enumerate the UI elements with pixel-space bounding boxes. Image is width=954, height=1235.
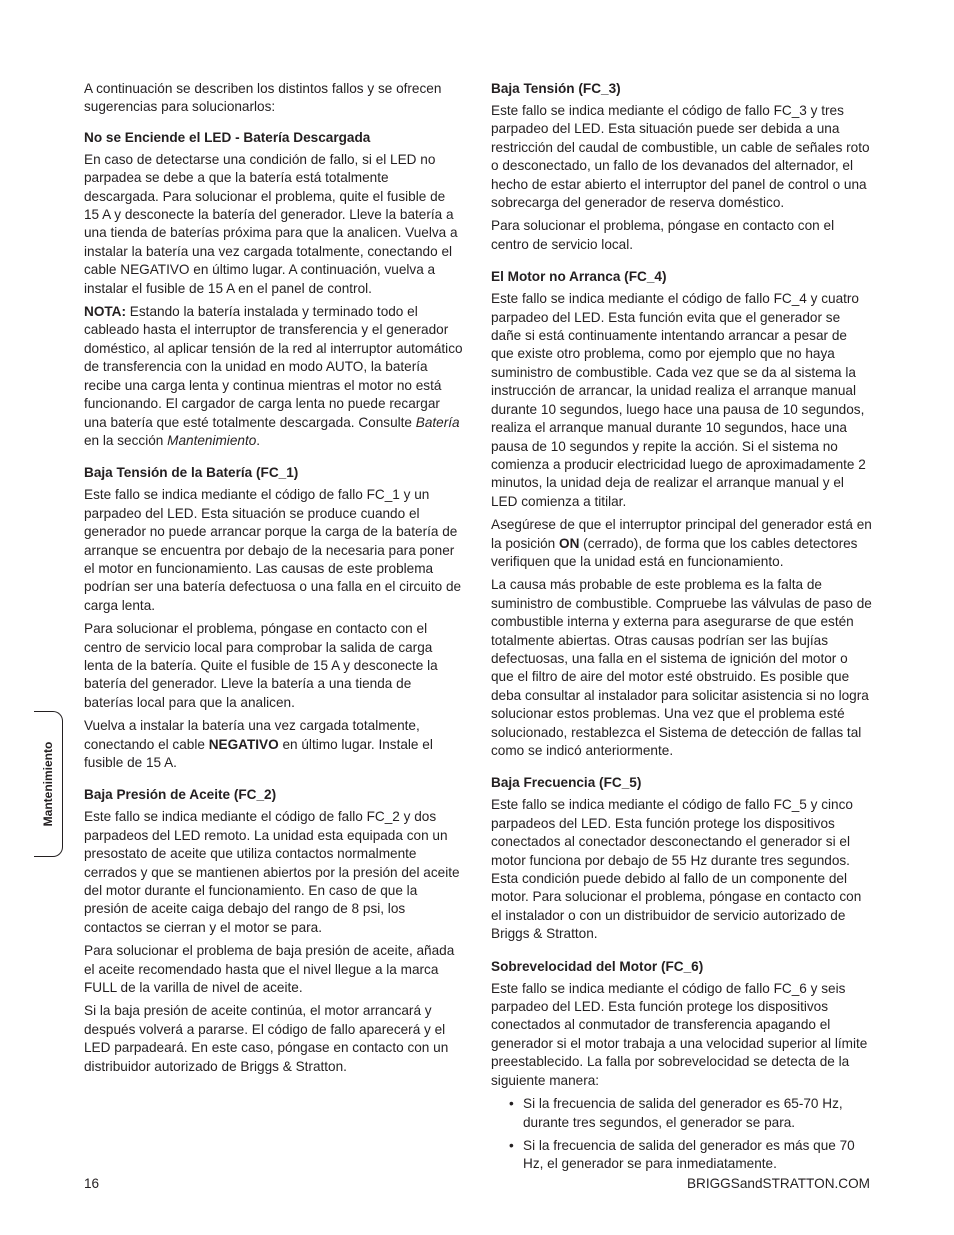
- section-side-tab: [34, 711, 63, 857]
- fc1-p3-bold: NEGATIVO: [208, 736, 279, 752]
- fc1-paragraph-1: Este fallo se indica mediante el código de fallo FC_1 y un parpadeo del LED. Esta situación se produce cuando el generador no puede arrancar porque la carga de la batería de arranque se encuentra por debajo de la necesaria para poner el motor en funcionamiento. Las causas de este problema podrían ser una batería defectuosa o una falla en el circuito de carga lenta.: [84, 487, 462, 613]
- bullet-text: Si la frecuencia de salida del generador es 65-70 Hz, durante tres segundos, el generador se para.: [523, 1096, 843, 1130]
- left-column: [84, 80, 464, 1081]
- list-item: [491, 1137, 873, 1174]
- intro-paragraph: A continuación se describen los distintos fallos y se ofrecen sugerencias para solucionarlos:: [84, 81, 442, 115]
- fc4-p2-end: (cerrado), de forma que los cables detectores verifiquen que la unidad está en funcionamiento.: [491, 535, 858, 569]
- fc2-paragraph-2: Para solucionar el problema de baja presión de aceite, añada el aceite recomendado hasta que el nivel llegue a la marca FULL de la varilla de nivel de aceite.: [84, 943, 455, 996]
- fc3-paragraph-1: Este fallo se indica mediante el código de fallo FC_3 y tres parpadeo del LED. Esta situación puede ser debida a una restricción del caudal de combustible, un cable de señales roto o desconectado, un fallo de los devanados del alternador, el hecho de estar abierto el interruptor del panel de control o una sobrecarga del generador de reserva doméstico.: [491, 103, 870, 211]
- note-text: Estando la batería instalada y terminado todo el cableado hasta el interruptor de transferencia y el generador doméstico, al aplicar tensión de la red al interruptor automático de transferencia con la unidad en modo AUTO, la batería recibe una carga lenta y continua mientras el motor no está funcionando. El cargador de carga lenta no puede recargar una batería que esté totalmente descargada. Consulte: [84, 304, 463, 430]
- fc5-paragraph-1: Este fallo se indica mediante el código de fallo FC_5 y cinco parpadeos del LED. Esta función protege los dispositivos conectados al conectador desconectando el generador si el motor funciona por debajo de 55 Hz durante tres segundos. Esta condición puede debido al fallo de un componente del motor. Para solucionar el problema, póngase en contacto con el instalador o con un distribuidor de servicio autorizado de Briggs & Stratton.: [491, 797, 862, 942]
- bullet-dot: •: [509, 1096, 514, 1112]
- fc6-paragraph-1: Este fallo se indica mediante el código de fallo FC_6 y seis parpadeo del LED. Esta función protege los dispositivos conectados al conmutador de transferencia apagando el generador si el motor trabaja a una velocidad superior al límite preestablecido. La falla por sobrevelocidad se detecta de la siguiente manera:: [491, 980, 868, 1088]
- section-heading-fc6: Sobrevelocidad del Motor (FC_6): [491, 958, 704, 974]
- fc2-paragraph-1: Este fallo se indica mediante el código de fallo FC_2 y dos parpadeos del LED remoto. La unidad esta equipada con un presostato de aceite que utiliza contactos normalmente cerrados y que se mantienen abiertos por la presión del aceite del motor durante el funcionamiento. En caso de que la presión de aceite caiga debajo del rango de 8 psi, los contactos se cierran y el motor se para.: [84, 809, 460, 935]
- section-heading-fc4: El Motor no Arranca (FC_4): [491, 269, 667, 285]
- fc1-p3-end: en último lugar. Instale el fusible de 15 A.: [84, 736, 433, 770]
- note-paragraph: [84, 303, 464, 450]
- fc2-paragraph-3: Si la baja presión de aceite continúa, el motor arrancará y después volverá a pararse. El código de fallo aparecerá y el LED parpadeará. En este caso, póngase en contacto con un distribuidor autorizado de Briggs & Stratton.: [84, 1003, 449, 1074]
- note-ref-mantenimiento: Mantenimiento: [167, 432, 257, 448]
- fc6-bullet-list: [491, 1095, 873, 1174]
- fc4-paragraph-2: [491, 516, 873, 571]
- bullet-text: Si la frecuencia de salida del generador es más que 70 Hz, el generador se para inmediatamente.: [523, 1137, 855, 1172]
- section-heading-fc5: Baja Frecuencia (FC_5): [491, 775, 642, 791]
- fc1-p3-start: Vuelva a instalar la batería una vez cargada totalmente, conectando el cable: [84, 718, 420, 752]
- led-paragraph: En caso de detectarse una condición de fallo, si el LED no parpadea se debe a que la batería está totalmente descargada. Para solucionar el problema, quite el fusible de 15 A y desconecte la batería del generador. Lleve la batería a una tienda de baterías próxima para que la analicen. Vuelva a instalar la batería una vez cargada totalmente, conectando el cable NEGATIVO en último lugar. A continuación, vuelva a instalar el fusible de 15 A en el panel de control.: [84, 151, 458, 296]
- fc1-paragraph-2: Para solucionar el problema, póngase en contacto con el centro de servicio local para comprobar la salida de carga lenta de la batería. Quite el fusible de 15 A y desconecte la batería del generador. Lleve la batería a una tienda de baterías local para que la analicen.: [84, 621, 438, 710]
- section-heading-fc2: Baja Presión de Aceite (FC_2): [84, 787, 277, 803]
- fc1-paragraph-3: [84, 717, 464, 772]
- note-ref-bateria: Batería: [415, 414, 460, 430]
- section-heading-led: No se Enciende el LED - Batería Descargada: [84, 129, 371, 145]
- fc3-paragraph-2: Para solucionar el problema, póngase en contacto con el centro de servicio local.: [491, 218, 835, 252]
- footer-website: BRIGGSandSTRATTON.COM: [686, 1176, 870, 1191]
- section-heading-fc3: Baja Tensión (FC_3): [491, 81, 621, 96]
- fc4-paragraph-1: Este fallo se indica mediante el código de fallo FC_4 y cuatro parpadeo del LED. Esta función evita que el generador se dañe si está continuamente intentando arrancar a pesar de que existe otro problema, como por ejemplo que no haya suministro de combustible. Cada vez que se da al sistema la instrucción de arrancar, la unidad realiza el arranque manual durante 10 segundos, luego hace una pausa de 10 segundos, realiza el arranque manual durante 10 segundos, hace una pausa de 10 segundos y repite la acción. Si el sistema no comienza a producir electricidad luego de aproximadamente 2 minutos, la unidad deja de realizar el arranque manual y el LED comienza a titilar.: [491, 291, 866, 509]
- fc4-p2-bold: ON: [559, 535, 580, 551]
- fc4-p2-start: Asegúrese de que el interruptor principal del generador está en la posición: [491, 517, 872, 551]
- note-end: .: [256, 432, 261, 448]
- right-column: [491, 80, 873, 1179]
- fc4-paragraph-3: La causa más probable de este problema es la falta de suministro de combustible. Compruebe las válvulas de paso de combustible interna y externa para asegurarse de que estén totalmente abiertas. Otras causas podrían ser las bujías defectuosas, una falla en el sistema de ignición del motor o que el filtro de aire del motor esté obstruido. Es posible que deba consultar al instalador para solicitar asistencia si no logra solucionar estos problemas. Una vez que el problema esté solucionado, restablezca el Sistema de detección de fallas tal como se indicó anteriormente.: [491, 577, 872, 758]
- side-tab-label: Mantenimiento: [41, 741, 55, 827]
- section-heading-fc1: Baja Tensión de la Batería (FC_1): [84, 465, 299, 481]
- note-mid: en la sección: [84, 432, 168, 448]
- note-label: NOTA:: [84, 304, 127, 320]
- page-number: 16: [84, 1176, 100, 1191]
- list-item: [491, 1095, 873, 1132]
- bullet-dot: •: [509, 1137, 514, 1153]
